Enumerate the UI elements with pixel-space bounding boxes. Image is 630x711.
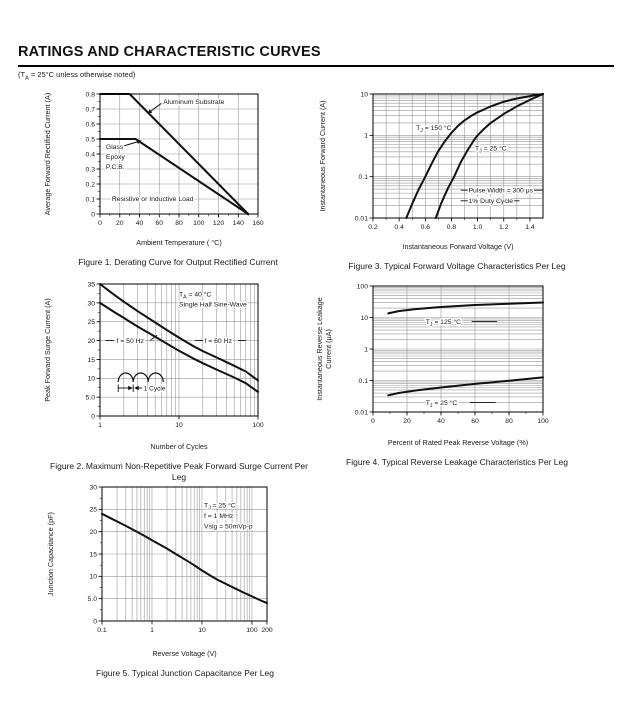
svg-text:0: 0 [91, 413, 95, 421]
svg-text:100: 100 [356, 283, 368, 291]
svg-text:0.4: 0.4 [85, 151, 95, 159]
svg-text:0: 0 [98, 220, 102, 227]
svg-text:1.4: 1.4 [525, 224, 535, 231]
svg-text:0.2: 0.2 [85, 181, 95, 189]
svg-text:140: 140 [232, 220, 244, 227]
svg-text:100: 100 [252, 422, 264, 429]
svg-text:30: 30 [87, 300, 95, 308]
svg-text:Single Half Sine-Wave: Single Half Sine-Wave [179, 301, 247, 309]
svg-text:10: 10 [360, 314, 368, 322]
svg-text:Percent of Rated Peak Reverse: Percent of Rated Peak Reverse Voltage (%) [387, 438, 529, 447]
svg-text:Resistive or Inductive Load: Resistive or Inductive Load [111, 196, 194, 204]
svg-text:Junction Capacitance (pF): Junction Capacitance (pF) [46, 512, 55, 596]
figure-5-chart [43, 479, 283, 659]
figure-2-caption: Figure 2. Maximum Non-Repetitive Peak Forward Surge Current Per Leg [50, 461, 308, 483]
svg-text:5.0: 5.0 [87, 596, 97, 604]
svg-text:0.4: 0.4 [394, 224, 404, 231]
svg-text:Ambient Temperature ( °C): Ambient Temperature ( °C) [136, 238, 222, 247]
svg-text:100: 100 [537, 418, 549, 425]
svg-text:P.C.B.: P.C.B. [105, 164, 125, 172]
svg-text:10: 10 [175, 422, 183, 429]
figure-5 [43, 479, 283, 679]
svg-text:0.1: 0.1 [358, 377, 368, 385]
svg-text:200: 200 [261, 627, 273, 634]
svg-text:160: 160 [252, 220, 264, 227]
svg-text:40: 40 [135, 220, 144, 227]
figure-2 [40, 276, 315, 483]
svg-text:0.2: 0.2 [368, 224, 378, 231]
svg-text:f = 60 Hz: f = 60 Hz [204, 337, 232, 345]
svg-text:20: 20 [89, 529, 97, 537]
svg-text:0: 0 [93, 618, 97, 626]
svg-text:1: 1 [98, 422, 102, 429]
subtitle-pre: (T [18, 70, 26, 79]
svg-text:Peak Forward Surge Current (A): Peak Forward Surge Current (A) [43, 298, 52, 402]
svg-text:30: 30 [89, 484, 97, 492]
svg-text:1: 1 [364, 346, 368, 354]
page-header [18, 44, 614, 82]
svg-text:TJ = 125 °C: $T_J = 125$ °C [425, 318, 462, 328]
svg-text:0.6: 0.6 [85, 121, 95, 129]
figure-3 [315, 86, 566, 272]
svg-text:10: 10 [87, 375, 95, 383]
svg-text:100: 100 [246, 627, 258, 634]
svg-text:0.01: 0.01 [354, 409, 368, 417]
page-title: RATINGS AND CHARACTERISTIC CURVES [18, 44, 614, 67]
svg-text:10: 10 [198, 627, 206, 634]
svg-text:20: 20 [87, 337, 95, 345]
svg-text:80: 80 [175, 220, 183, 227]
figure-1 [40, 86, 278, 268]
svg-text:Epoxy: Epoxy [105, 154, 125, 162]
svg-text:0.01: 0.01 [354, 215, 368, 223]
svg-text:25: 25 [89, 506, 97, 514]
svg-text:40: 40 [437, 418, 445, 425]
svg-text:5.0: 5.0 [85, 394, 95, 402]
svg-text:0.8: 0.8 [85, 91, 95, 99]
svg-text:10: 10 [360, 91, 368, 99]
svg-text:0.8: 0.8 [446, 224, 457, 231]
figure-4 [315, 278, 568, 468]
svg-text:TA = 40 °C: $T_A = 40$ °C [179, 291, 212, 301]
svg-text:120: 120 [212, 220, 225, 227]
svg-text:Pulse Width = 300 μs: Pulse Width = 300 μs [468, 187, 534, 195]
svg-text:TJ = 25 °C: $T_J = 25$ °C [475, 145, 507, 155]
svg-text:TJ = 25 °C: $T_J = 25$ °C [204, 502, 236, 512]
svg-text:0.7: 0.7 [85, 106, 95, 114]
subtitle-post: = 25°C unless otherwise noted) [28, 70, 136, 79]
svg-text:Reverse Voltage (V): Reverse Voltage (V) [152, 649, 217, 658]
svg-text:f = 50 Hz: f = 50 Hz [116, 337, 144, 345]
svg-text:20: 20 [115, 220, 124, 227]
svg-text:0.3: 0.3 [85, 166, 95, 174]
svg-text:100: 100 [193, 220, 205, 227]
svg-text:15: 15 [89, 551, 97, 559]
svg-text:0.5: 0.5 [85, 136, 95, 144]
svg-text:0: 0 [371, 418, 375, 425]
svg-text:10: 10 [89, 573, 97, 581]
subtitle-sub: A [25, 75, 29, 82]
figure-1-caption: Figure 1. Derating Curve for Output Rectified Current [78, 257, 278, 267]
svg-text:TJ = 150 °C: $T_J = 150$ °C [416, 124, 452, 134]
svg-text:25: 25 [87, 319, 95, 327]
svg-text:0.1: 0.1 [358, 174, 368, 182]
svg-text:Instantaneous Reverse Leakage: Instantaneous Reverse Leakage [315, 297, 324, 401]
svg-text:15: 15 [87, 356, 95, 364]
svg-text:1.2: 1.2 [499, 224, 509, 231]
svg-text:0.1: 0.1 [85, 196, 95, 204]
svg-text:1.0: 1.0 [472, 224, 483, 231]
svg-text:1: 1 [364, 132, 368, 140]
svg-text:1: 1 [150, 627, 154, 634]
svg-text:Vsig = 50mVp-p: Vsig = 50mVp-p [204, 523, 253, 531]
svg-text:60: 60 [155, 220, 164, 227]
figure-5-caption: Figure 5. Typical Junction Capacitance Per Leg [96, 668, 274, 678]
svg-text:Glass: Glass [105, 144, 124, 152]
svg-text:1% Duty Cycle: 1% Duty Cycle [468, 198, 514, 206]
svg-text:Aluminum Substrate: Aluminum Substrate [163, 99, 225, 107]
svg-text:f = 1 MHz: f = 1 MHz [204, 512, 234, 520]
figure-2-chart [40, 276, 272, 452]
svg-text:35: 35 [87, 281, 95, 289]
page-subtitle [18, 70, 614, 82]
svg-text:0: 0 [91, 211, 95, 219]
figure-4-caption: Figure 4. Typical Reverse Leakage Characteristics Per Leg [346, 457, 568, 467]
svg-text:1 Cycle: 1 Cycle [143, 385, 166, 393]
svg-text:Current (μA): Current (μA) [324, 329, 333, 369]
figure-3-caption: Figure 3. Typical Forward Voltage Characteristics Per Leg [348, 261, 566, 271]
svg-text:Number of Cycles: Number of Cycles [150, 442, 208, 451]
svg-text:Instantaneous Forward Current: Instantaneous Forward Current (A) [318, 100, 327, 212]
svg-text:TJ = 25 °C: $T_J = 25$ °C [425, 399, 458, 409]
figure-3-chart [315, 86, 555, 252]
svg-text:60: 60 [471, 418, 479, 425]
figure-1-chart [40, 86, 272, 248]
svg-text:80: 80 [505, 418, 513, 425]
svg-text:20: 20 [403, 418, 411, 425]
svg-text:0.6: 0.6 [420, 224, 431, 231]
svg-text:Average Forward Rectified Curr: Average Forward Rectified Current (A) [43, 92, 52, 216]
svg-text:0.1: 0.1 [97, 627, 107, 634]
figure-4-chart [315, 278, 555, 448]
svg-text:Instantaneous Forward Voltage: Instantaneous Forward Voltage (V) [402, 242, 514, 251]
